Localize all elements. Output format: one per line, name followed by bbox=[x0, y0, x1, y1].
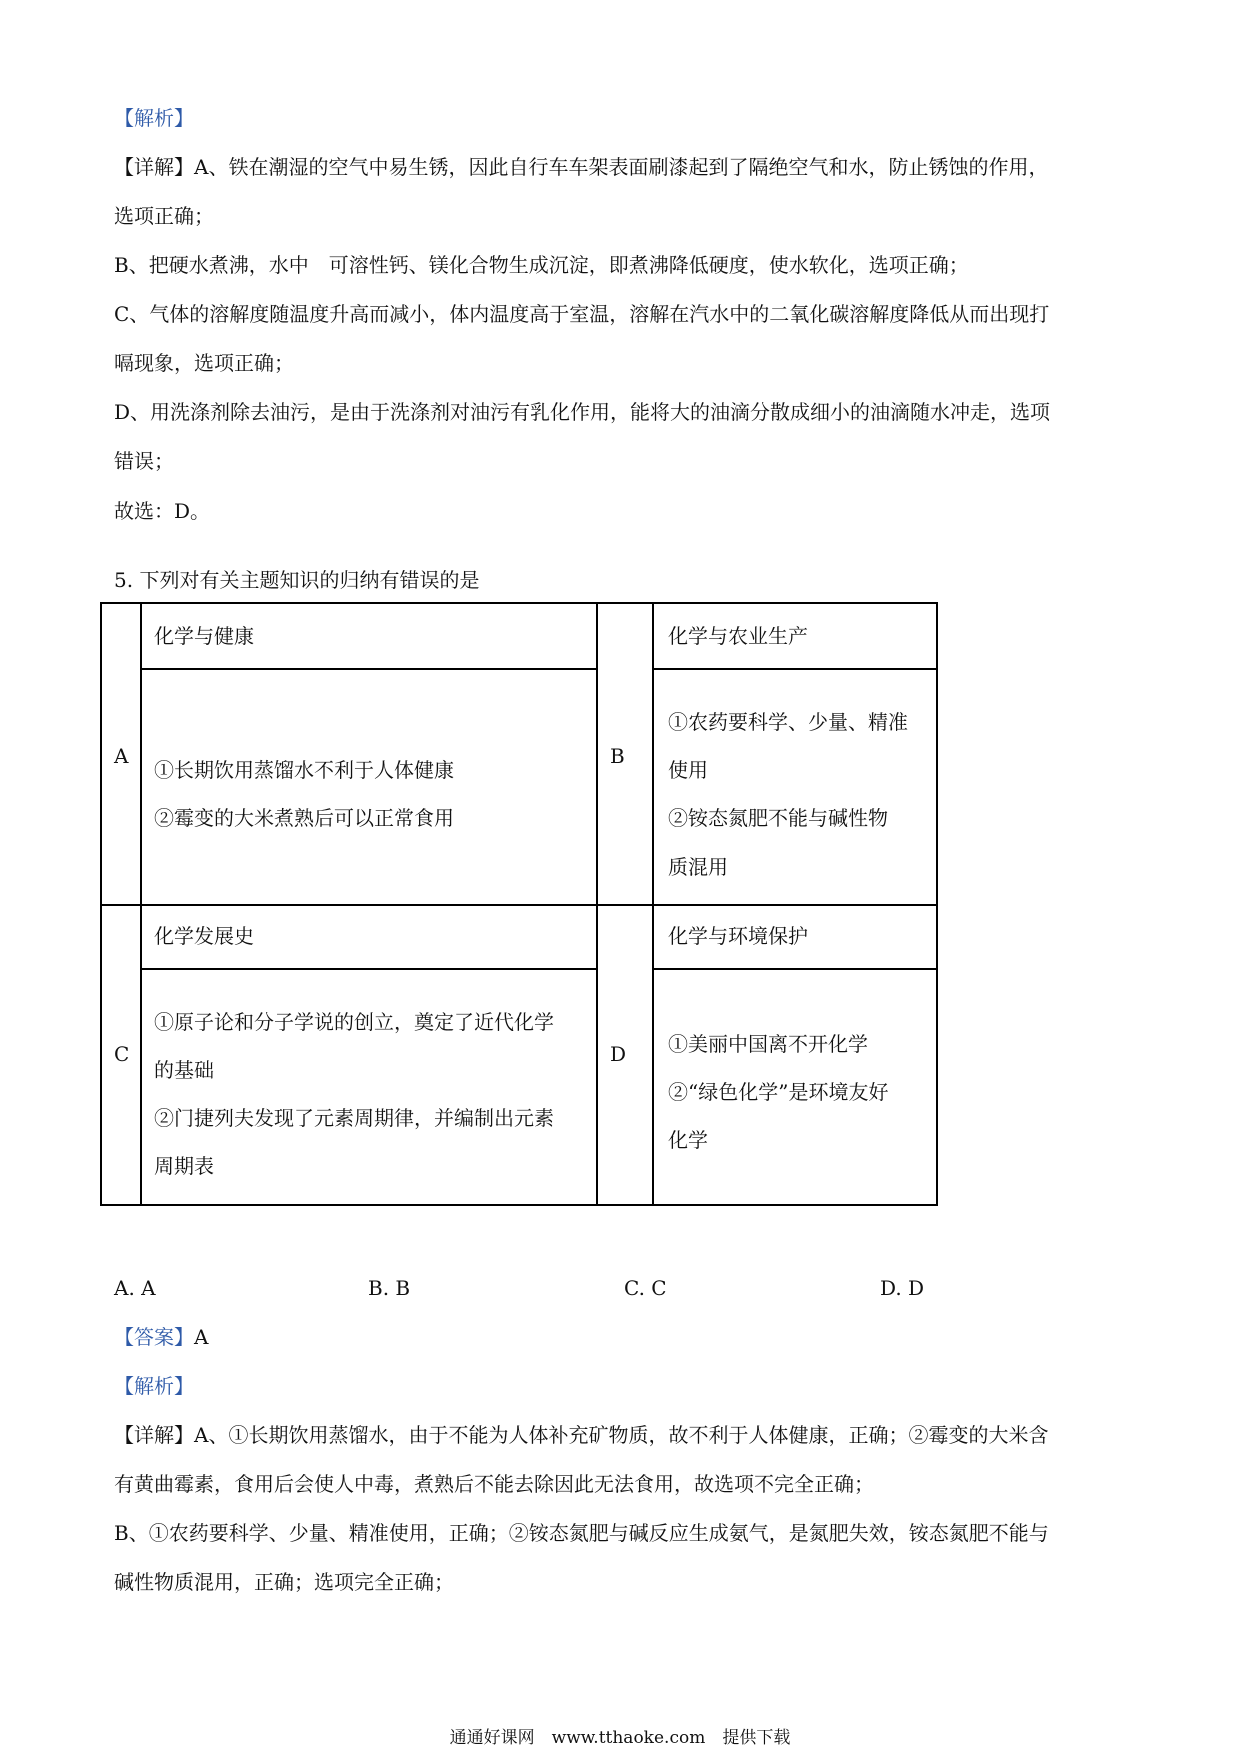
option-d: D. D bbox=[880, 1276, 925, 1300]
cell-line-a: ①长期饮用蒸馏水不利于人体健康 bbox=[154, 758, 454, 782]
cell-line-d: ①美丽中国离不开化学 bbox=[668, 1032, 868, 1056]
row-letter-b: B bbox=[610, 744, 625, 768]
row-letter-c: C bbox=[114, 1042, 130, 1066]
cell-line-d: 化学 bbox=[668, 1128, 708, 1152]
detail-line: B、把硬水煮沸，水中 可溶性钙、镁化合物生成沉淀，即煮沸降低硬度，使水软化，选项正确； bbox=[114, 253, 969, 277]
cell-line-c: 周期表 bbox=[154, 1154, 214, 1178]
detail-line: 有黄曲霉素，食用后会使人中毒，煮熟后不能去除因此无法食用，故选项不完全正确； bbox=[114, 1472, 874, 1496]
cell-line-a: ②霉变的大米煮熟后可以正常食用 bbox=[154, 806, 454, 830]
cell-line-c: ①原子论和分子学说的创立，奠定了近代化学 bbox=[154, 1010, 554, 1034]
detail-line: 【详解】A、铁在潮湿的空气中易生锈，因此自行车车架表面刷漆起到了隔绝空气和水，防止锈蚀的作用， bbox=[114, 155, 1049, 179]
row-letter-a: A bbox=[114, 744, 129, 768]
analysis-label: 【解析】 bbox=[114, 1374, 194, 1398]
detail-line: 选项正确； bbox=[114, 204, 214, 228]
cell-line-b: ①农药要科学、少量、精准 bbox=[668, 710, 908, 734]
cell-header-d: 化学与环境保护 bbox=[668, 924, 808, 948]
detail-line: 碱性物质混用，正确；选项完全正确； bbox=[114, 1570, 454, 1594]
cell-line-b: ②铵态氮肥不能与碱性物 bbox=[668, 806, 888, 830]
answer-value: A bbox=[194, 1325, 209, 1349]
knowledge-table bbox=[100, 602, 938, 1206]
option-c: C. C bbox=[624, 1276, 667, 1300]
cell-header-c: 化学发展史 bbox=[154, 924, 254, 948]
detail-line: 【详解】A、①长期饮用蒸馏水，由于不能为人体补充矿物质，故不利于人体健康，正确；②霉变的大米含 bbox=[114, 1423, 1049, 1447]
answer-line bbox=[114, 1323, 208, 1351]
question-title: 5. 下列对有关主题知识的归纳有错误的是 bbox=[114, 568, 480, 592]
cell-line-b: 使用 bbox=[668, 758, 708, 782]
option-b: B. B bbox=[368, 1276, 411, 1300]
cell-line-c: ②门捷列夫发现了元素周期律，并编制出元素 bbox=[154, 1106, 554, 1130]
page-footer: 通通好课网 www.tthaoke.com 提供下载 bbox=[449, 1728, 791, 1748]
cell-header-a: 化学与健康 bbox=[154, 624, 254, 648]
cell-line-c: 的基础 bbox=[154, 1058, 214, 1082]
cell-line-b: 质混用 bbox=[668, 855, 728, 879]
cell-line-d: ②“绿色化学”是环境友好 bbox=[668, 1080, 889, 1104]
detail-line: 嗝现象，选项正确； bbox=[114, 351, 294, 375]
detail-line: C、气体的溶解度随温度升高而减小，体内温度高于室温，溶解在汽水中的二氧化碳溶解度降低从而出现打 bbox=[114, 302, 1050, 326]
detail-line: 错误； bbox=[114, 449, 174, 473]
detail-line: D、用洗涤剂除去油污，是由于洗涤剂对油污有乳化作用，能将大的油滴分散成细小的油滴随水冲走，选项 bbox=[114, 400, 1051, 424]
detail-line: 故选：D。 bbox=[114, 499, 211, 523]
row-letter-d: D bbox=[610, 1042, 627, 1066]
answer-label: 【答案】 bbox=[114, 1325, 194, 1349]
cell-header-b: 化学与农业生产 bbox=[668, 624, 808, 648]
detail-line: B、①农药要科学、少量、精准使用，正确；②铵态氮肥与碱反应生成氨气，是氮肥失效，铵态氮肥不能与 bbox=[114, 1521, 1049, 1545]
option-a: A. A bbox=[114, 1276, 156, 1300]
analysis-label: 【解析】 bbox=[114, 106, 194, 130]
